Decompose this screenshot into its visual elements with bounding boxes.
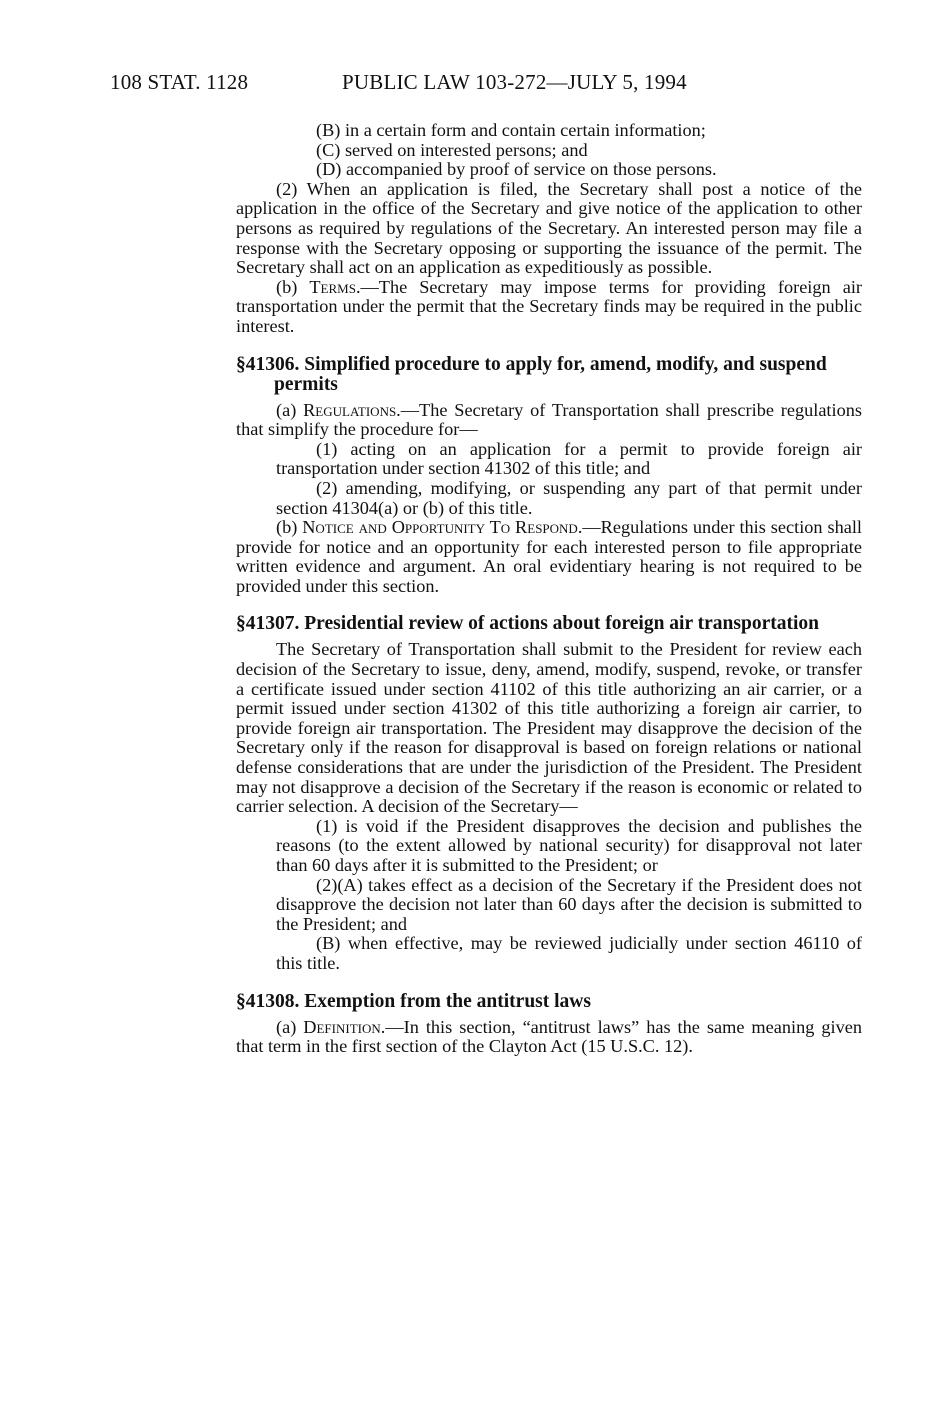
clause-c: (C) served on interested persons; and [316, 139, 588, 160]
page-header [110, 70, 870, 100]
clause-b: (B) in a certain form and contain certain information; [316, 120, 706, 140]
subsection-text: —Regulations under this section shall provide for notice and an opportunity for each interested person to file appropriate written evidence and argument. An oral evidentiary hearing is not required to be provided under this section. [236, 517, 862, 596]
subsection-b-terms [236, 278, 862, 337]
section-41307-item-2a: (2)(A) takes effect as a decision of the Secretary if the President does not disapprove the decision not later than 60 days after the decision is submitted to the President; and [276, 874, 862, 934]
paragraph-2: (2) When an application is filed, the Secretary shall post a notice of the application in the office of the Secretary and give notice of the application to other persons as required by regulations of the Secretary. An interested person may file a response with the Secretary opposing or supporting the issuance of the permit. The Secretary shall act on an application as expeditiously as possible. [236, 178, 862, 278]
section-41307-item-1: (1) is void if the President disapproves the decision and publishes the reasons (to the extent allowed by national security) for disapproval not later than 60 days after it is submitted to the President; or [276, 815, 862, 875]
document-body [236, 121, 862, 1057]
section-41306-heading: §41306. Simplified procedure to apply for, amend, modify, and suspend permits [236, 353, 827, 395]
subsection-text: —In this section, “antitrust laws” has the same meaning given that term in the first section of the Clayton Act (15 U.S.C. 12). [236, 1016, 862, 1057]
subsection-label: (a) [276, 399, 304, 420]
subsection-label: (b) [276, 517, 303, 538]
clause-d: (D) accompanied by proof of service on those persons. [316, 159, 717, 180]
section-41308-heading: §41308. Exemption from the antitrust laws [236, 990, 591, 1012]
public-law-title: PUBLIC LAW 103-272—JULY 5, 1994 [342, 70, 687, 94]
section-41306-item-1: (1) acting on an application for a permit to provide foreign air transportation under section 41302 of this title; and [276, 438, 862, 479]
section-41307-intro: The Secretary of Transportation shall submit to the President for review each decision of the Secretary to issue, deny, amend, modify, suspend, revoke, or transfer a certificate issued under section 41102 of this title authorizing an air carrier, or a permit issued under section 41302 of this title authorizing a foreign air carrier, to provide foreign air transportation. The President may disapprove the decision of the Secretary only if the reason for disapproval is based on foreign relations or national defense considerations that are under the jurisdiction of the President. The President may not disapprove a decision of the Secretary if the reason is economic or related to carrier selection. A decision of the Secretary— [236, 639, 862, 817]
subsection-heading: Notice and Opportunity To Respond. [302, 517, 583, 538]
statute-page-number: 108 STAT. 1128 [110, 70, 249, 94]
section-41307-item-2b: (B) when effective, may be reviewed judicially under section 46110 of this title. [276, 933, 862, 973]
subsection-text: —The Secretary of Transportation shall prescribe regulations that simplify the procedure for— [236, 399, 862, 440]
subsection-heading: Definition. [303, 1016, 386, 1037]
subsection-heading: Terms. [309, 276, 361, 297]
section-41306-subsection-b [236, 518, 862, 596]
section-41307-heading: §41307. Presidential review of actions about foreign air transportation [236, 613, 819, 635]
section-41308-subsection-a [236, 1018, 862, 1057]
subsection-text: —The Secretary may impose terms for providing foreign air transportation under the permit that the Secretary finds may be required in the public interest. [236, 276, 862, 336]
subsection-label: (b) [276, 276, 310, 297]
subsection-label: (a) [276, 1016, 304, 1037]
section-41306-item-2: (2) amending, modifying, or suspending any part of that permit under section 41304(a) or (b) of this title. [276, 477, 862, 518]
subsection-heading: Regulations. [303, 399, 401, 420]
section-41306-subsection-a [236, 401, 862, 440]
